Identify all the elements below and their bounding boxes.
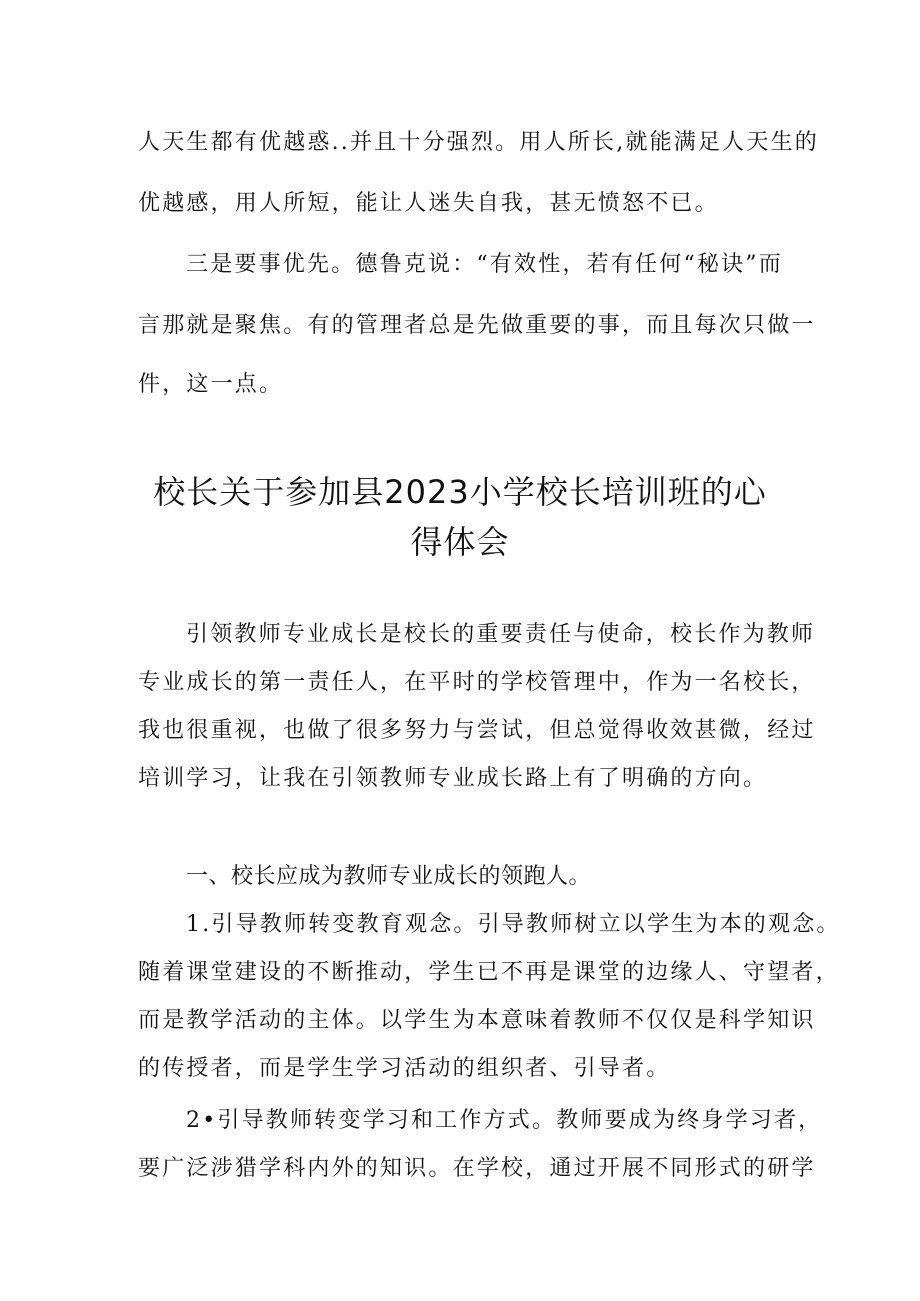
intro-line-4: 言那就是聚焦。有的管理者总是先做重要的事，而且每次只做一: [138, 313, 816, 338]
item1-line-3: 而是教学活动的主体。以学生为本意味着教师不仅仅是科学知识: [138, 1008, 816, 1033]
intro-line-2: 优越感，用人所短，能让人迷失自我，甚无愤怒不已。: [138, 191, 719, 216]
item1-line-1: 1.引导教师转变教育观念。引导教师树立以学生为本的观念。: [186, 912, 841, 937]
para1-line-1: 引领教师专业成长是校长的重要责任与使命，校长作为教师: [186, 622, 816, 647]
article-title-line-1: 校长关于参加县2023小学校长培训班的心: [153, 473, 767, 511]
intro-line-3: 三是要事优先。德鲁克说：“有效性，若有任何“秘诀”而: [186, 252, 783, 277]
para1-line-4: 培训学习，让我在引领教师专业成长路上有了明确的方向。: [138, 766, 768, 791]
article-title-line-2: 得体会: [410, 523, 510, 561]
item2-line-1: 2•引导教师转变学习和工作方式。教师要成为终身学习者，: [186, 1108, 823, 1133]
item1-line-4: 的传授者，而是学生学习活动的组织者、引导者。: [138, 1056, 671, 1081]
intro-line-1: 人天生都有优越惑..并且十分强烈。用人所长,就能满足人天生的: [138, 130, 819, 155]
section1-heading: 一、校长应成为教师专业成长的领跑人。: [186, 864, 592, 889]
para1-line-3: 我也很重视，也做了很多努力与尝试，但总觉得收效甚微，经过: [138, 718, 816, 743]
para1-line-2: 专业成长的第一责任人，在平时的学校管理中，作为一名校长，: [138, 670, 816, 695]
item2-line-2: 要广泛涉猎学科内外的知识。在学校，通过开展不同形式的研学: [138, 1156, 816, 1181]
item1-line-2: 随着课堂建设的不断推动，学生已不再是课堂的边缘人、守望者，: [138, 960, 840, 985]
intro-line-5: 件，这一点。: [138, 372, 284, 397]
